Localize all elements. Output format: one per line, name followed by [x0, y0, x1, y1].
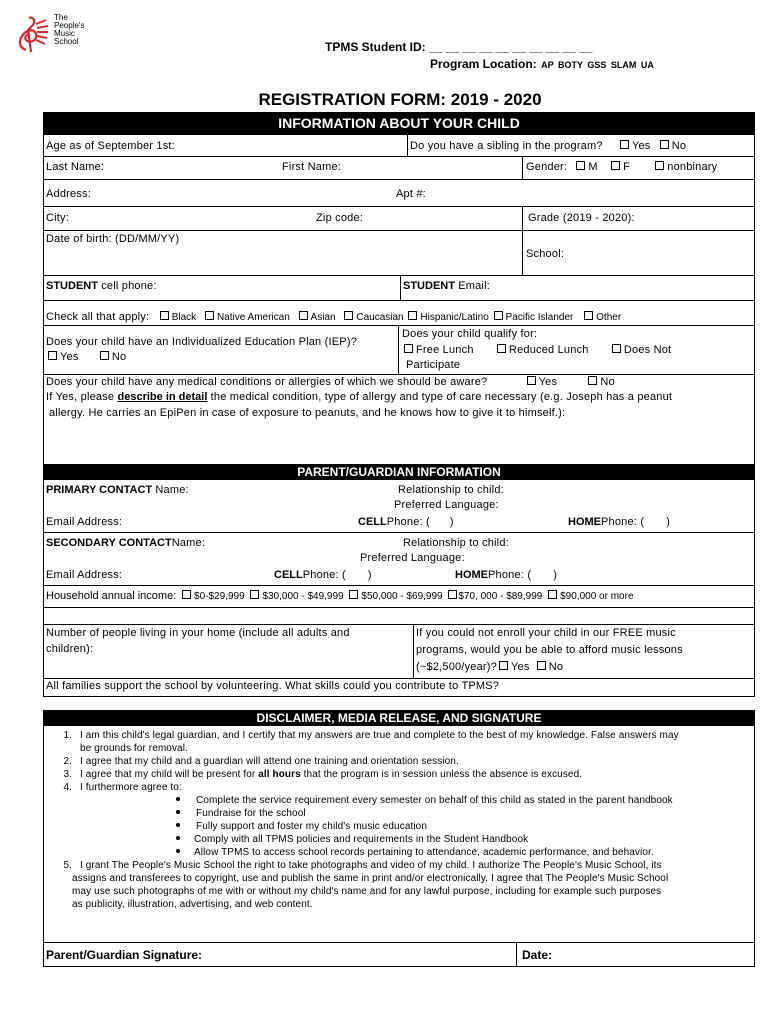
secondary-home-phone: Phone: (: [488, 569, 532, 581]
last-name-label: Last Name:: [46, 161, 105, 173]
eth-hispanic-label: Hispanic/Latino: [420, 312, 489, 323]
income-2-checkbox[interactable]: [250, 590, 259, 599]
term-3-a: I agree that my child will be present for: [80, 769, 256, 780]
city-label: City:: [46, 212, 69, 224]
eth-native-label: Native American: [216, 312, 290, 323]
logo-text-4: School: [54, 37, 79, 46]
term-5-line-1: I grant The People's Music School the right to take photographs and video of my child. I authorize The People's Music School, its: [80, 860, 662, 871]
primary-email-label: Email Address:: [46, 516, 123, 528]
gender-f-checkbox[interactable]: [611, 161, 620, 170]
term-1-line-1: I am this child's legal guardian, and I certify that my answers are true and complete to the best of my knowledge. False answers may: [80, 730, 679, 741]
gender-m-checkbox[interactable]: [576, 161, 585, 170]
eth-caucasian-label: Caucasian: [356, 312, 404, 323]
zip-label: Zip code:: [316, 212, 364, 224]
income-5-label: $90,000 or more: [560, 591, 634, 602]
iep-no-label: No: [111, 351, 127, 363]
eth-pacific-label: Pacific Islander: [505, 312, 574, 323]
gender-nb-checkbox[interactable]: [655, 161, 664, 170]
student-cell-label: cell phone:: [101, 280, 157, 292]
treble-clef-logo-icon: [16, 14, 50, 54]
first-name-label: First Name:: [282, 161, 342, 173]
signature-label: Parent/Guardian Signature:: [46, 948, 203, 962]
term-4: I furthermore agree to:: [80, 782, 182, 793]
household-income-label: Household annual income:: [46, 590, 177, 602]
primary-language-label: Preferred Language:: [394, 499, 499, 511]
iep-yes-checkbox[interactable]: [48, 351, 57, 360]
age-label: Age as of September 1st:: [46, 140, 175, 152]
eth-hispanic-checkbox[interactable]: [408, 311, 417, 320]
primary-home-phone: Phone: (: [601, 516, 645, 528]
afford-yes-checkbox[interactable]: [499, 661, 508, 670]
secondary-email-label: Email Address:: [46, 569, 123, 581]
term-5-line-4: as publicity, illustration, advertising, and web content.: [72, 899, 313, 910]
primary-relationship-label: Relationship to child:: [398, 484, 504, 496]
eth-black-label: Black: [171, 312, 197, 323]
gender-label: Gender:: [526, 161, 568, 173]
eth-asian-checkbox[interactable]: [299, 311, 308, 320]
apt-label: Apt #:: [396, 188, 426, 200]
gender-m-label: M: [588, 161, 598, 173]
secondary-contact-label: SECONDARY CONTACT: [46, 537, 172, 549]
term-3-b: that the program is in session unless the absence is excused.: [303, 769, 583, 780]
secondary-language-label: Preferred Language:: [360, 552, 465, 564]
program-locations: AP BOTY GSS SLAM UA: [541, 60, 654, 70]
section-disclaimer-header: DISCLAIMER, MEDIA RELEASE, AND SIGNATURE: [43, 710, 755, 726]
logo-text-3: Music: [54, 29, 75, 38]
term-5-line-3: may use such photographs of me with or without my child's name and for any lawful purpose, including for example such purposes: [72, 886, 662, 897]
afford-label-2: programs, would you be able to afford music lessons: [416, 644, 683, 656]
logo: [16, 14, 96, 54]
medical-if-yes-1: If Yes, please: [46, 391, 115, 403]
eth-native-checkbox[interactable]: [205, 311, 214, 320]
secondary-cell-bold: CELL: [274, 569, 303, 581]
sibling-no-label: No: [671, 140, 687, 152]
income-5-checkbox[interactable]: [548, 590, 557, 599]
logo-text-2: People's: [54, 21, 85, 30]
term-2: I agree that my child and a guardian will attend one training and orientation session.: [80, 756, 459, 767]
afford-label-3: (~$2,500/year)?: [416, 661, 497, 673]
disclaimer-list: 1. I am this child's legal guardian, and I certify that my answers are true and complete to the best of my knowledge. False answers may be grounds for removal. 2. I agree that my child and a guardian will attend one training and orientation session. 3. I agree that my child will be present for all hours that the program is in session unless the absence is excused. 4. I furthermore agree to: Complete the service requirement every semester on behalf of this child as stated in the parent handbook Fundraise for the school Fully support and foster my child's music education Comply with all TPMS policies and requirements in the Student Handbook Allow TPMS to access school records pertaining to attendance, academic performance, and behavior. 5. I grant The People's Music School the right to take photographs and video of my child. I authorize The People's Music School, its assigns and transferees to copyright, use and publish the same in print and/or electronically. I agree that The People's Music School may use such photographs of me with or without my child's name and for any lawful purpose, including for example such purposes as publicity, illustration, advertising, and web content.: [63, 730, 679, 910]
sibling-no-checkbox[interactable]: [660, 140, 669, 149]
section-parent-header: PARENT/GUARDIAN INFORMATION: [43, 464, 755, 480]
medical-no-label: No: [600, 376, 615, 388]
eth-asian-label: Asian: [310, 312, 336, 323]
sibling-question: Do you have a sibling in the program?: [410, 140, 603, 152]
bullet-2: Fundraise for the school: [196, 808, 306, 819]
address-label: Address:: [46, 188, 92, 200]
reduced-lunch-checkbox[interactable]: [497, 344, 506, 353]
participate-label: Participate: [406, 359, 461, 371]
gender-f-label: F: [623, 161, 630, 173]
eth-other-checkbox[interactable]: [584, 311, 593, 320]
income-2-label: $30,000 - $49,999: [262, 591, 344, 602]
primary-contact-label: PRIMARY CONTACT: [46, 484, 153, 496]
school-label: School:: [526, 248, 565, 260]
logo-text-1: The: [54, 13, 68, 22]
student-email-label: Email:: [458, 280, 490, 292]
secondary-relationship-label: Relationship to child:: [403, 537, 509, 549]
free-lunch-checkbox[interactable]: [404, 344, 413, 353]
term-5-line-2: assigns and transferees to copyright, use and publish the same in print and/or electronically. I agree that The People's Music School: [72, 873, 669, 884]
primary-name-label: Name:: [155, 484, 189, 496]
form-title: REGISTRATION FORM: 2019 - 2020: [258, 90, 542, 109]
medical-question: Does your child have any medical conditions or allergies of which we should be aware?: [46, 376, 488, 388]
secondary-cell-close: ): [367, 569, 372, 581]
term-1-line-2: be grounds for removal.: [80, 743, 188, 754]
eth-pacific-checkbox[interactable]: [494, 311, 503, 320]
sibling-yes-label: Yes: [631, 140, 651, 152]
medical-if-yes-3: allergy. He carries an EpiPen in case of exposure to peanuts, and he knows how to give it to himself.):: [49, 407, 566, 419]
student-id-label: TPMS Student ID: __ __ __ __ __ __ __ __ __ __: [325, 40, 593, 54]
primary-cell-phone: Phone: (: [386, 516, 430, 528]
student-bold-label: STUDENT: [46, 280, 98, 292]
income-4-label: $70, 000 - $89,999: [458, 591, 543, 602]
secondary-name-label: Name:: [171, 537, 206, 549]
grade-label: Grade (2019 - 2020):: [528, 212, 635, 224]
volunteer-question: All families support the school by volunteering. What skills could you contribute to TPMS?: [46, 680, 500, 692]
afford-yes-label: Yes: [510, 661, 530, 673]
bullet-1: Complete the service requirement every semester on behalf of this child as stated in the parent handbook: [196, 795, 673, 806]
program-location-label: Program Location:: [430, 57, 537, 71]
qualify-question: Does your child qualify for:: [402, 328, 538, 340]
medical-yes-checkbox[interactable]: [527, 376, 536, 385]
medical-no-checkbox[interactable]: [588, 376, 597, 385]
medical-yes-label: Yes: [538, 376, 558, 388]
income-3-label: $50,000 - $69,999: [361, 591, 443, 602]
bullet-3: Fully support and foster my child's music education: [196, 821, 427, 832]
iep-no-checkbox[interactable]: [100, 351, 109, 360]
reduced-lunch-label: Reduced Lunch: [508, 344, 589, 356]
does-not-checkbox[interactable]: [612, 344, 621, 353]
afford-label-1: If you could not enroll your child in our FREE music: [416, 627, 676, 639]
date-field[interactable]: [560, 944, 750, 964]
bullet-5: Allow TPMS to access school records pertaining to attendance, academic performance, and behavior.: [194, 847, 654, 858]
num-people-label-2: children):: [46, 643, 94, 655]
check-all-label: Check all that apply:: [46, 311, 150, 323]
eth-black-checkbox[interactable]: [160, 311, 169, 320]
does-not-label: Does Not: [623, 344, 672, 356]
secondary-cell-phone: Phone: (: [302, 569, 346, 581]
eth-other-label: Other: [596, 312, 622, 323]
sibling-yes-checkbox[interactable]: [620, 140, 629, 149]
num-people-label-1: Number of people living in your home (include all adults and: [46, 627, 350, 639]
section-child-info-header: INFORMATION ABOUT YOUR CHILD: [43, 112, 755, 135]
date-label: Date:: [522, 948, 553, 962]
bullet-4: Comply with all TPMS policies and requirements in the Student Handbook: [194, 834, 529, 845]
income-4-checkbox[interactable]: [448, 590, 457, 599]
medical-if-yes-2: the medical condition, type of allergy and type of care necessary (e.g. Joseph has a peanut: [210, 391, 673, 403]
medical-describe: describe in detail: [117, 391, 208, 403]
secondary-home-bold: HOME: [455, 569, 488, 581]
primary-cell-close: ): [449, 516, 454, 528]
income-3-checkbox[interactable]: [349, 590, 358, 599]
iep-yes-label: Yes: [60, 351, 79, 363]
afford-no-label: No: [548, 661, 564, 673]
student-email-bold: STUDENT: [403, 280, 455, 292]
income-1-checkbox[interactable]: [182, 590, 191, 599]
income-1-label: $0-$29,999: [194, 591, 245, 602]
iep-question: Does your child have an Individualized Education Plan (IEP)?: [46, 336, 358, 348]
gender-nb-label: nonbinary: [667, 161, 718, 173]
term-3-bold: all hours: [258, 769, 301, 780]
dob-label: Date of birth: (DD/MM/YY): [46, 233, 180, 245]
free-lunch-label: Free Lunch: [416, 344, 474, 356]
eth-caucasian-checkbox[interactable]: [344, 311, 353, 320]
signature-field[interactable]: [212, 944, 512, 964]
primary-cell-bold: CELL: [358, 516, 387, 528]
primary-home-bold: HOME: [568, 516, 601, 528]
secondary-home-close: ): [553, 569, 558, 581]
primary-home-close: ): [666, 516, 671, 528]
medical-details-field[interactable]: [46, 422, 751, 462]
afford-no-checkbox[interactable]: [537, 661, 546, 670]
